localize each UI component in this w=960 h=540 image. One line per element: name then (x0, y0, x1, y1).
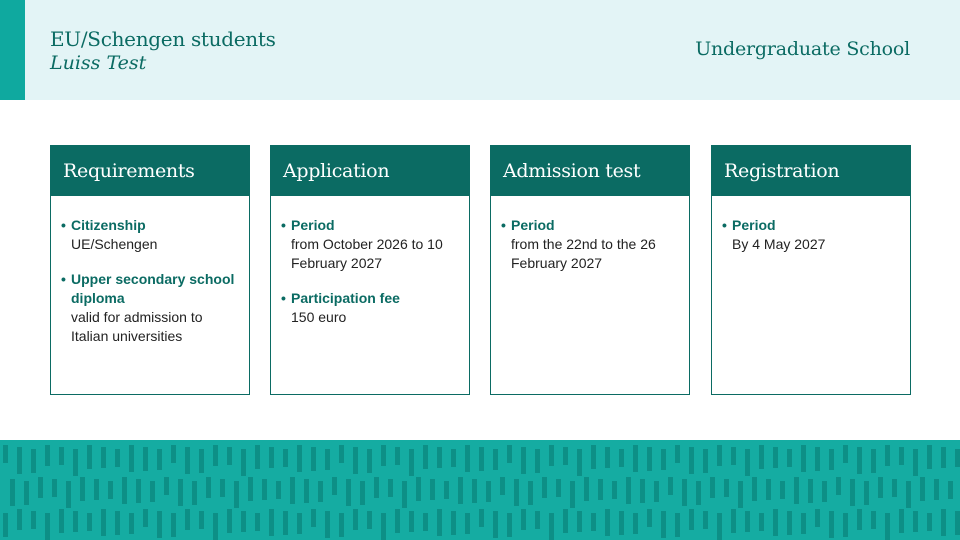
pattern-stripe (423, 445, 428, 469)
pattern-stripe (10, 479, 15, 506)
pattern-stripe (857, 447, 862, 474)
pattern-stripe (871, 511, 876, 529)
pattern-stripe (199, 511, 204, 529)
pattern-stripe (290, 477, 295, 504)
pattern-stripe (633, 445, 638, 472)
pattern-stripe (528, 481, 533, 505)
item-label: • Citizenship (61, 216, 241, 235)
header-accent-bar (0, 0, 25, 100)
pattern-stripe (486, 481, 491, 502)
pattern-stripe (381, 513, 386, 540)
pattern-stripe (493, 511, 498, 538)
pattern-stripe (45, 445, 50, 466)
pattern-stripe (787, 449, 792, 467)
page-title: EU/Schengen students (50, 27, 276, 51)
pattern-stripe (864, 481, 869, 505)
pattern-stripe (451, 511, 456, 535)
pattern-stripe (157, 511, 162, 538)
school-name: Undergraduate School (695, 38, 910, 60)
pattern-stripe (745, 511, 750, 532)
pattern-stripe (409, 449, 414, 476)
pattern-stripe (101, 447, 106, 468)
pattern-stripe (129, 445, 134, 472)
pattern-stripe (367, 511, 372, 529)
item-text: from October 2026 to 10 February 2027 (291, 236, 443, 271)
item-label: • Period (722, 216, 902, 235)
card-title: Requirements (51, 146, 249, 196)
pattern-stripe (171, 513, 176, 537)
pattern-stripe (52, 479, 57, 497)
card-body (712, 196, 910, 254)
pattern-stripe (941, 509, 946, 536)
card-body (51, 196, 249, 346)
pattern-stripe (451, 449, 456, 467)
pattern-stripe (689, 447, 694, 474)
pattern-stripe (773, 509, 778, 536)
pattern-stripe (87, 445, 92, 469)
pattern-stripe (675, 445, 680, 463)
pattern-stripe (724, 479, 729, 497)
pattern-stripe (878, 477, 883, 498)
pattern-stripe (255, 445, 260, 469)
pattern-stripe (31, 449, 36, 473)
pattern-stripe (108, 481, 113, 499)
pattern-stripe (325, 449, 330, 470)
pattern-stripe (871, 449, 876, 473)
pattern-stripe (829, 511, 834, 538)
pattern-stripe (297, 513, 302, 534)
pattern-stripe (710, 477, 715, 498)
pattern-stripe (500, 477, 505, 495)
pattern-stripe (206, 477, 211, 498)
pattern-stripe (318, 481, 323, 502)
pattern-stripe (262, 479, 267, 500)
pattern-stripe (738, 481, 743, 508)
pattern-stripe (101, 509, 106, 536)
pattern-stripe (591, 513, 596, 531)
pattern-stripe (276, 481, 281, 499)
pattern-stripe (675, 513, 680, 537)
pattern-stripe (73, 449, 78, 476)
pattern-stripe (227, 447, 232, 465)
card-title: Application (271, 146, 469, 196)
pattern-stripe (115, 449, 120, 467)
pattern-stripe (339, 513, 344, 537)
pattern-stripe (577, 449, 582, 476)
pattern-stripe (661, 511, 666, 538)
pattern-stripe (703, 449, 708, 473)
pattern-stripe (717, 513, 722, 540)
pattern-stripe (311, 447, 316, 471)
pattern-stripe (395, 509, 400, 533)
card-body (491, 196, 689, 273)
pattern-stripe (38, 477, 43, 498)
pattern-stripe (885, 445, 890, 466)
pattern-stripe (311, 509, 316, 527)
item-label: • Period (501, 216, 681, 235)
pattern-stripe (234, 481, 239, 508)
pattern-stripe (185, 447, 190, 474)
pattern-stripe (745, 449, 750, 476)
pattern-stripe (731, 509, 736, 533)
card-title: Admission test (491, 146, 689, 196)
pattern-stripe (409, 511, 414, 532)
pattern-stripe (269, 447, 274, 468)
pattern-stripe (171, 445, 176, 463)
pattern-stripe (465, 513, 470, 534)
pattern-stripe (619, 511, 624, 535)
pattern-stripe (773, 447, 778, 468)
pattern-stripe (514, 479, 519, 506)
pattern-stripe (780, 481, 785, 499)
pattern-stripe (507, 445, 512, 463)
pattern-stripe (479, 447, 484, 471)
pattern-stripe (801, 513, 806, 534)
pattern-stripe (367, 449, 372, 473)
pattern-stripe (122, 477, 127, 504)
info-cards (50, 145, 911, 395)
list-item (501, 216, 681, 273)
pattern-stripe (297, 445, 302, 472)
pattern-stripe (563, 447, 568, 465)
pattern-stripe (3, 513, 8, 537)
pattern-stripe (59, 509, 64, 533)
pattern-stripe (346, 479, 351, 506)
pattern-stripe (227, 509, 232, 533)
pattern-stripe (472, 479, 477, 503)
pattern-stripe (689, 509, 694, 530)
item-text: from the 22nd to the 26 February 2027 (511, 236, 656, 271)
pattern-stripe (339, 445, 344, 463)
item-label: • Participation fee (281, 289, 461, 308)
pattern-stripe (535, 449, 540, 473)
card-admission-test (490, 145, 690, 395)
pattern-stripe (584, 477, 589, 501)
item-text: By 4 May 2027 (732, 236, 826, 252)
pattern-stripe (647, 509, 652, 527)
pattern-stripe (115, 511, 120, 535)
pattern-stripe (220, 479, 225, 497)
pattern-stripe (899, 509, 904, 533)
pattern-stripe (703, 511, 708, 529)
pattern-stripe (815, 447, 820, 471)
pattern-stripe (535, 511, 540, 529)
list-item (281, 289, 461, 327)
pattern-stripe (479, 509, 484, 527)
pattern-stripe (45, 513, 50, 540)
pattern-stripe (388, 479, 393, 497)
pattern-stripe (255, 513, 260, 531)
page-subtitle: Luiss Test (50, 52, 147, 74)
pattern-stripe (563, 509, 568, 533)
pattern-stripe (822, 481, 827, 502)
pattern-stripe (395, 447, 400, 465)
pattern-stripe (521, 447, 526, 474)
pattern-stripe (787, 511, 792, 535)
pattern-stripe (374, 477, 379, 498)
pattern-stripe (633, 513, 638, 534)
pattern-stripe (304, 479, 309, 503)
pattern-stripe (759, 445, 764, 469)
pattern-stripe (213, 513, 218, 540)
pattern-stripe (416, 477, 421, 501)
pattern-stripe (591, 445, 596, 469)
pattern-stripe (458, 477, 463, 504)
pattern-stripe (850, 479, 855, 506)
pattern-stripe (283, 449, 288, 467)
pattern-stripe (934, 479, 939, 500)
pattern-stripe (507, 513, 512, 537)
pattern-stripe (150, 481, 155, 502)
pattern-stripe (31, 511, 36, 529)
pattern-stripe (654, 481, 659, 502)
pattern-stripe (241, 449, 246, 476)
list-item (281, 216, 461, 273)
list-item (722, 216, 902, 254)
item-text: UE/Schengen (71, 236, 158, 252)
pattern-stripe (885, 513, 890, 540)
pattern-stripe (927, 513, 932, 531)
pattern-stripe (17, 447, 22, 474)
pattern-stripe (241, 511, 246, 532)
pattern-stripe (759, 513, 764, 531)
pattern-stripe (549, 513, 554, 540)
pattern-stripe (696, 481, 701, 505)
pattern-stripe (521, 509, 526, 530)
pattern-stripe (493, 449, 498, 470)
pattern-stripe (955, 511, 960, 535)
pattern-stripe (17, 509, 22, 530)
pattern-stripe (549, 445, 554, 466)
decorative-pattern (0, 440, 960, 540)
pattern-stripe (598, 479, 603, 500)
pattern-stripe (556, 479, 561, 497)
pattern-stripe (332, 477, 337, 495)
pattern-stripe (178, 479, 183, 506)
pattern-stripe (353, 509, 358, 530)
pattern-stripe (920, 477, 925, 501)
pattern-stripe (892, 479, 897, 497)
pattern-stripe (941, 447, 946, 468)
pattern-stripe (682, 479, 687, 506)
pattern-stripe (136, 479, 141, 503)
pattern-stripe (808, 479, 813, 503)
pattern-stripe (836, 477, 841, 495)
pattern-stripe (857, 509, 862, 530)
pattern-stripe (283, 511, 288, 535)
card-registration (711, 145, 911, 395)
pattern-stripe (381, 445, 386, 466)
pattern-stripe (626, 477, 631, 504)
pattern-stripe (577, 511, 582, 532)
item-label: • Upper secondary school diploma (61, 270, 241, 308)
pattern-stripe (437, 447, 442, 468)
list-item (61, 270, 241, 346)
pattern-stripe (59, 447, 64, 465)
pattern-stripe (66, 481, 71, 508)
pattern-stripe (661, 449, 666, 470)
pattern-stripe (605, 447, 610, 468)
pattern-stripe (444, 481, 449, 499)
pattern-stripe (143, 447, 148, 471)
pattern-stripe (248, 477, 253, 501)
pattern-stripe (94, 479, 99, 500)
header-band (0, 0, 960, 100)
pattern-stripe (24, 481, 29, 505)
pattern-stripe (913, 449, 918, 476)
pattern-stripe (766, 479, 771, 500)
pattern-stripe (325, 511, 330, 538)
pattern-stripe (423, 513, 428, 531)
pattern-stripe (199, 449, 204, 473)
pattern-stripe (619, 449, 624, 467)
pattern-stripe (899, 447, 904, 465)
pattern-stripe (843, 513, 848, 537)
pattern-stripe (213, 445, 218, 466)
item-text: 150 euro (291, 309, 347, 325)
pattern-stripe (906, 481, 911, 508)
pattern-stripe (542, 477, 547, 498)
pattern-stripe (3, 445, 8, 463)
card-application (270, 145, 470, 395)
pattern-stripe (73, 511, 78, 532)
pattern-stripe (717, 445, 722, 466)
pattern-stripe (843, 445, 848, 463)
pattern-stripe (640, 479, 645, 503)
pattern-stripe (353, 447, 358, 474)
pattern-stripe (157, 449, 162, 470)
pattern-stripe (129, 513, 134, 534)
pattern-stripe (269, 509, 274, 536)
pattern-stripe (402, 481, 407, 508)
pattern-stripe (752, 477, 757, 501)
pattern-stripe (668, 477, 673, 495)
pattern-stripe (647, 447, 652, 471)
pattern-stripe (430, 479, 435, 500)
pattern-stripe (570, 481, 575, 508)
pattern-stripe (437, 509, 442, 536)
pattern-stripe (185, 509, 190, 530)
card-title: Registration (712, 146, 910, 196)
item-label: • Period (281, 216, 461, 235)
pattern-stripe (164, 477, 169, 495)
pattern-stripe (143, 509, 148, 527)
pattern-stripe (801, 445, 806, 472)
pattern-stripe (605, 509, 610, 536)
pattern-stripe (731, 447, 736, 465)
pattern-stripe (948, 481, 953, 499)
pattern-stripe (360, 481, 365, 505)
pattern-stripe (955, 449, 960, 467)
pattern-stripe (815, 509, 820, 527)
pattern-stripe (612, 481, 617, 499)
card-requirements (50, 145, 250, 395)
pattern-stripe (87, 513, 92, 531)
pattern-stripe (465, 445, 470, 472)
pattern-stripe (927, 445, 932, 469)
item-text: valid for admission to Italian universities (71, 309, 203, 344)
pattern-stripe (80, 477, 85, 501)
card-body (271, 196, 469, 327)
pattern-stripe (829, 449, 834, 470)
pattern-stripe (794, 477, 799, 504)
list-item (61, 216, 241, 254)
pattern-stripe (913, 511, 918, 532)
pattern-stripe (192, 481, 197, 505)
